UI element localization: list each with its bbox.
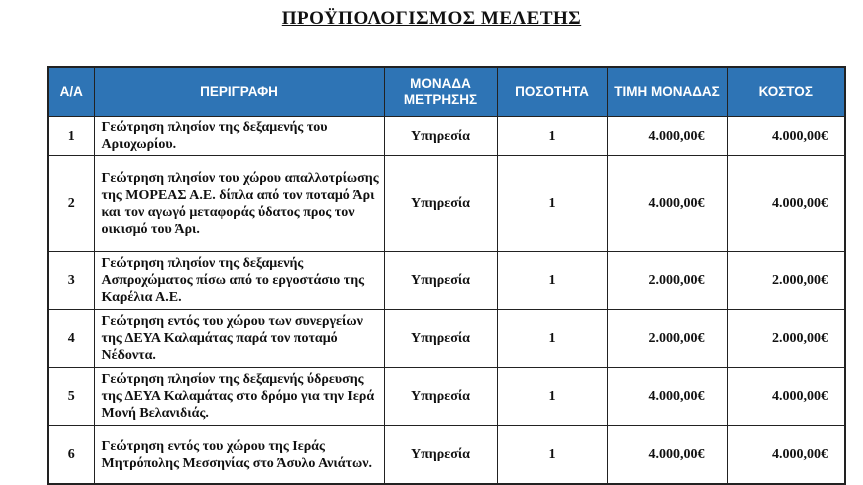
- table-header-row: [48, 67, 845, 117]
- cell-unit-price: 4.000,00€: [607, 426, 727, 485]
- cell-description: Γεώτρηση πλησίον της δεξαμενής του Αριοχωρίου.: [94, 117, 384, 156]
- page-title: ΠΡΟΫΠΟΛΟΓΙΣΜΟΣ ΜΕΛΕΤΗΣ: [281, 8, 582, 29]
- cell-unit: Υπηρεσία: [384, 368, 497, 426]
- cell-quantity: 1: [497, 252, 607, 310]
- header-unit-price: ΤΙΜΗ ΜΟΝΑΔΑΣ: [607, 67, 727, 117]
- cell-aa: 5: [48, 368, 94, 426]
- cell-unit: Υπηρεσία: [384, 117, 497, 156]
- cell-cost: 4.000,00€: [727, 117, 845, 156]
- cell-unit: Υπηρεσία: [384, 252, 497, 310]
- cell-unit-price: 4.000,00€: [607, 156, 727, 252]
- table-row: [48, 426, 845, 485]
- cell-aa: 4: [48, 310, 94, 368]
- table-row: [48, 156, 845, 252]
- cell-unit-price: 2.000,00€: [607, 252, 727, 310]
- table-row: [48, 368, 845, 426]
- header-cost: ΚΟΣΤΟΣ: [727, 67, 845, 117]
- cell-cost: 2.000,00€: [727, 310, 845, 368]
- cell-quantity: 1: [497, 156, 607, 252]
- cell-description: Γεώτρηση πλησίον του χώρου απαλλοτρίωσης της ΜΟΡΕΑΣ Α.Ε. δίπλα από τον ποταμό Άρι και τον αγωγό μεταφοράς ύδατος προς τον οικισμό του Άρι.: [94, 156, 384, 252]
- cell-description: Γεώτρηση πλησίον της δεξαμενής Ασπροχώματος πίσω από το εργοστάσιο της Καρέλια Α.Ε.: [94, 252, 384, 310]
- cell-aa: 1: [48, 117, 94, 156]
- cell-description: Γεώτρηση πλησίον της δεξαμενής ύδρευσης της ΔΕΥΑ Καλαμάτας στο δρόμο για την Ιερά Μονή Βελανιδιάς.: [94, 368, 384, 426]
- cell-quantity: 1: [497, 310, 607, 368]
- header-quantity: ΠΟΣΟΤΗΤΑ: [497, 67, 607, 117]
- table-row: [48, 310, 845, 368]
- cell-cost: 4.000,00€: [727, 426, 845, 485]
- cell-quantity: 1: [497, 426, 607, 485]
- cell-unit: Υπηρεσία: [384, 426, 497, 485]
- cell-quantity: 1: [497, 117, 607, 156]
- cell-aa: 6: [48, 426, 94, 485]
- table-row: [48, 252, 845, 310]
- cell-quantity: 1: [497, 368, 607, 426]
- cell-unit-price: 2.000,00€: [607, 310, 727, 368]
- header-description: ΠΕΡΙΓΡΑΦΗ: [94, 67, 384, 117]
- header-unit: ΜΟΝΑΔΑ ΜΕΤΡΗΣΗΣ: [384, 67, 497, 117]
- cell-unit-price: 4.000,00€: [607, 368, 727, 426]
- cell-description: Γεώτρηση εντός του χώρου των συνεργείων της ΔΕΥΑ Καλαμάτας παρά τον ποταμό Νέδοντα.: [94, 310, 384, 368]
- cell-cost: 2.000,00€: [727, 252, 845, 310]
- cell-unit: Υπηρεσία: [384, 310, 497, 368]
- cell-aa: 3: [48, 252, 94, 310]
- cell-description: Γεώτρηση εντός του χώρου της Ιεράς Μητρόπολης Μεσσηνίας στο Άσυλο Ανιάτων.: [94, 426, 384, 485]
- table-row: [48, 117, 845, 156]
- cell-aa: 2: [48, 156, 94, 252]
- cell-unit: Υπηρεσία: [384, 156, 497, 252]
- cell-unit-price: 4.000,00€: [607, 117, 727, 156]
- cell-cost: 4.000,00€: [727, 368, 845, 426]
- budget-table: [47, 66, 846, 485]
- cell-cost: 4.000,00€: [727, 156, 845, 252]
- header-aa: Α/Α: [48, 67, 94, 117]
